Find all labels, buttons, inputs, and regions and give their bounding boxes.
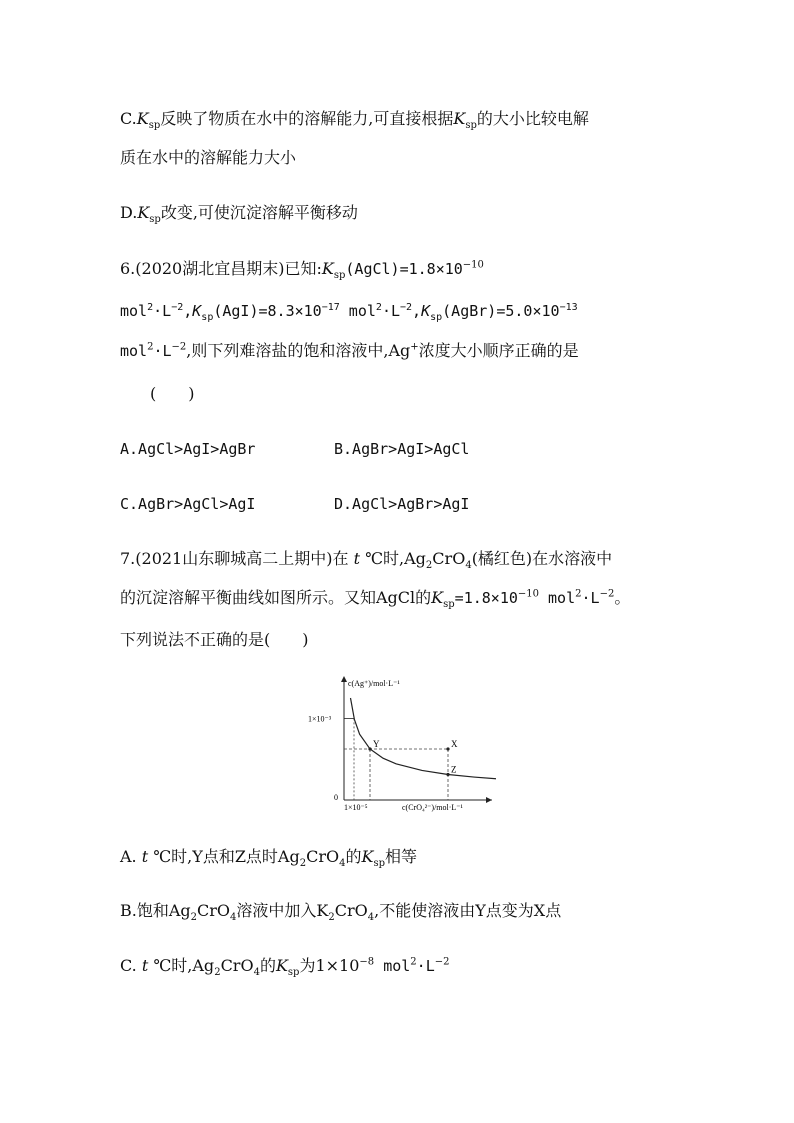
- point-label-y: Y: [373, 739, 380, 749]
- q6-stem-line3: $mol^2\cdot L^{-2}$,则下列难溶盐的饱和溶液中,Ag+浓度大小顺序正确的是: [120, 341, 579, 360]
- q7-option-c: C. t ℃时$,Ag_2CrO_4$的$K_{sp}$为$1\times 10^{-8}$ $mol^2\cdot L^{-2}$: [120, 956, 450, 979]
- point-x: [446, 747, 449, 750]
- q7-stem-line1: 7.(2021山东聊城高二上期中)在 t ℃时$,Ag_2CrO_4$(橘红色)在水溶液中: [120, 549, 613, 572]
- q6-stem-line1: 6.(2020湖北宜昌期末)已知$:K_{sp}(AgCl)=1.8\times 10^{-10}$: [120, 259, 484, 282]
- q7-option-a: A. t ℃时,Y点和Z点时$Ag_2CrO_4$的$K_{sp}$相等: [120, 847, 418, 870]
- q6-option-a: A.AgCl>AgI>AgBr: [120, 440, 256, 458]
- point-label-z: Z: [451, 764, 457, 775]
- x-axis-label: c(CrO₄²⁻)/mol·L⁻¹: [402, 803, 463, 812]
- q5-option-c-line1: $C.K_{sp}$反映了物质在水中的溶解能力,可直接根据$K_{sp}$的大小比较电解: [120, 109, 589, 132]
- q7-stem-line2: 的沉淀溶解平衡曲线如图所示。又知AgCl的$K_{sp}=1.8\times 10^{-10}$ $mol^2\cdot L^{-2}$。: [120, 588, 631, 611]
- q5-option-d: $D.K_{sp}$改变,可使沉淀溶解平衡移动: [120, 203, 358, 226]
- q7-option-b: B.饱和$Ag_2CrO_4$溶液中加入$K_2CrO_4$,不能使溶液由Y点变为X点: [120, 901, 562, 924]
- q7-stem-line3: 下列说法不正确的是( ): [120, 630, 309, 649]
- q6-answer-blank: ( ): [150, 384, 195, 403]
- y-axis-label: c(Ag⁺)/mol·L⁻¹: [348, 679, 400, 688]
- ksp-curve-chart: [296, 672, 496, 820]
- y-tick-label: 1×10⁻³: [308, 714, 332, 724]
- x-axis-arrow: [486, 797, 492, 803]
- q6-option-b: B.AgBr>AgI>AgCl: [334, 440, 470, 458]
- q6-stem-line2: $mol^2\cdot L^{-2},K_{sp}(AgI)=8.3\times 10^{-17}$ $mol^2\cdot L^{-2},K_{sp}(AgBr)=5.0\times 10^{-13}$: [120, 302, 578, 323]
- point-z: [446, 773, 449, 776]
- point-y: [368, 747, 371, 750]
- point-label-x: X: [451, 739, 458, 749]
- q6-option-d: D.AgCl>AgBr>AgI: [334, 495, 470, 513]
- q5-option-c-line2: 质在水中的溶解能力大小: [120, 148, 297, 167]
- origin-label: 0: [334, 793, 338, 802]
- q6-option-c: C.AgBr>AgCl>AgI: [120, 495, 256, 513]
- y-axis-arrow: [341, 676, 347, 682]
- x-tick-label: 1×10⁻⁵: [344, 803, 368, 812]
